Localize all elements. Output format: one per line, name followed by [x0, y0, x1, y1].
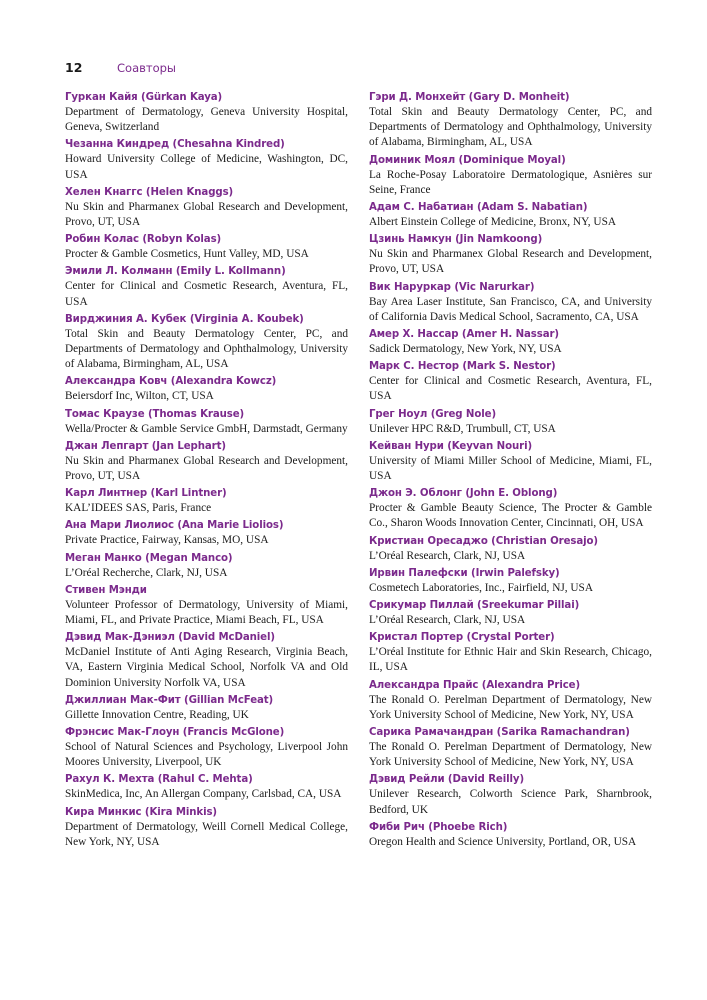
page-number: 12 [65, 60, 83, 75]
contributor-name: Вик Наруркар (Vic Narurkar) [369, 281, 535, 293]
contributor-affiliation: McDaniel Institute of Anti Aging Research, Virginia Beach, VA, Eastern Virginia Medical School, Norfolk VA and Old Dominion University Norfolk VA, USA [65, 646, 348, 689]
contributor-entry [65, 583, 348, 628]
contributor-affiliation: Albert Einstein College of Medicine, Bronx, NY, USA [369, 216, 617, 229]
contributor-affiliation: Oregon Health and Science University, Portland, OR, USA [369, 835, 637, 848]
contributor-name: Александра Прайс (Alexandra Price) [369, 679, 581, 691]
contributor-name: Стивен Мэнди [65, 584, 147, 596]
contributor-name: Гэри Д. Монхейт (Gary D. Monheit) [369, 92, 570, 103]
contributor-name: Александра Ковч (Alexandra Kowcz) [65, 376, 277, 388]
contributor-affiliation: Nu Skin and Pharmanex Global Research and Development, Provo, UT, USA [65, 200, 348, 229]
contributor-affiliation: Beiersdorf Inc, Wilton, CT, USA [65, 390, 214, 403]
contributor-entry [65, 486, 348, 516]
contributor-name: Кира Минкис (Kira Minkis) [65, 806, 217, 818]
contributor-entry [369, 90, 652, 151]
contributor-affiliation: Nu Skin and Pharmanex Global Research and Development, Provo, UT, USA [65, 454, 348, 483]
contributor-name: Джон Э. Облонг (John E. Oblong) [369, 488, 558, 500]
contributor-entry [369, 153, 652, 198]
contributor-name: Чезанна Киндред (Chesahna Kindred) [65, 139, 285, 151]
contributor-entry [369, 486, 652, 531]
contributor-entry [65, 407, 348, 437]
contributor-affiliation: L’Oréal Recherche, Clark, NJ, USA [65, 566, 228, 579]
contributor-name: Ирвин Палефски (Irwin Palefsky) [369, 567, 560, 579]
contributor-entry [65, 725, 348, 770]
contributor-affiliation: Unilever Research, Colworth Science Park, Sharnbrook, Bedford, UK [369, 788, 652, 816]
contributor-affiliation: Procter & Gamble Beauty Science, The Procter & Gamble Co., Sharon Woods Innovation Center, Cincinnati, OH, USA [369, 502, 652, 530]
contributor-entry [369, 534, 652, 564]
contributor-affiliation: Total Skin and Beauty Dermatology Center, PC, and Departments of Dermatology and Ophthalmology, University of Alabama, Birmingham, AL, USA [369, 106, 652, 149]
contributor-name: Адам С. Набатиан (Adam S. Nabatian) [369, 202, 588, 214]
contributor-name: Джиллиан Мак-Фит (Gillian McFeat) [65, 694, 274, 706]
contributor-entry [369, 820, 652, 850]
contributor-affiliation: University of Miami Miller School of Medicine, Miami, FL, USA [369, 454, 652, 483]
left-contributor-column [65, 90, 348, 852]
contributor-entry [369, 598, 652, 628]
contributor-affiliation: SkinMedica, Inc, An Allergan Company, Carlsbad, CA, USA [65, 788, 342, 801]
contributor-entry [369, 630, 652, 675]
contributor-affiliation: La Roche-Posay Laboratoire Dermatologique, Asnières sur Seine, France [369, 168, 652, 196]
contributor-entry [65, 232, 348, 262]
contributor-entry [65, 805, 348, 850]
contributor-entry [65, 374, 348, 404]
contributor-name: Кейван Нури (Keyvan Nouri) [369, 440, 533, 452]
contributor-affiliation: Wella/Procter & Gamble Service GmbH, Darmstadt, Germany [65, 422, 348, 435]
contributor-affiliation: L’Oréal Institute for Ethnic Hair and Skin Research, Chicago, IL, USA [369, 646, 652, 674]
contributor-entry [369, 566, 652, 596]
contributor-entry [369, 439, 652, 484]
contributor-affiliation: The Ronald O. Perelman Department of Dermatology, New York University School of Medicine, New York, NY, USA [369, 693, 652, 721]
contributor-entry [65, 630, 348, 691]
contributor-name: Амер Х. Нассар (Amer H. Nassar) [369, 329, 559, 341]
contributor-name: Эмили Л. Колманн (Emily L. Kollmann) [65, 266, 286, 278]
contributor-name: Меган Манко (Megan Manco) [65, 552, 233, 564]
contributor-name: Дэвид Рейли (David Reilly) [369, 774, 525, 786]
contributor-entry [65, 264, 348, 309]
contributor-affiliation: Cosmetech Laboratories, Inc., Fairfield, NJ, USA [369, 581, 594, 594]
contributor-name: Доминик Моял (Dominique Moyal) [369, 154, 566, 166]
contributor-name: Марк С. Нестор (Mark S. Nestor) [369, 361, 556, 373]
contributor-affiliation: The Ronald O. Perelman Department of Dermatology, New York University School of Medicine, New York, NY, USA [369, 741, 652, 769]
contributor-entry [369, 407, 652, 437]
contributor-name: Джан Лепгарт (Jan Lephart) [65, 440, 226, 452]
right-contributor-column [369, 90, 652, 852]
contributor-name: Дэвид Мак-Дэниэл (David McDaniel) [65, 632, 275, 644]
contributor-name: Хелен Кнаггс (Helen Knaggs) [65, 186, 234, 198]
contributor-entry [65, 772, 348, 802]
contributor-name: Рахул К. Мехта (Rahul C. Mehta) [65, 774, 253, 786]
contributor-entry [65, 137, 348, 182]
contributor-affiliation: Bay Area Laser Institute, San Francisco, CA, and University of California Davis Medical School, Sacramento, CA, USA [369, 295, 652, 323]
contributor-affiliation: KAL’IDEES SAS, Paris, France [65, 502, 212, 515]
contributor-name: Сарика Рамачандран (Sarika Ramachandran) [369, 727, 630, 739]
contributor-affiliation: Center for Clinical and Cosmetic Research, Aventura, FL, USA [65, 280, 348, 308]
contributor-entry [369, 232, 652, 277]
contributor-name: Кристал Портер (Crystal Porter) [369, 632, 555, 644]
contributor-affiliation: Howard University College of Medicine, Washington, DC, USA [65, 153, 348, 181]
contributor-affiliation: Department of Dermatology, Geneva University Hospital, Geneva, Switzerland [65, 106, 348, 134]
contributor-affiliation: Private Practice, Fairway, Kansas, MO, USA [65, 534, 269, 547]
contributor-name: Срикумар Пиллай (Sreekumar Pillai) [369, 600, 580, 612]
contributor-name: Гуркан Кайя (Gürkan Kaya) [65, 92, 223, 103]
contributor-entry [369, 280, 652, 325]
contributor-name: Робин Колас (Robyn Kolas) [65, 234, 222, 246]
contributor-name: Вирджиния А. Кубек (Virginia A. Koubek) [65, 313, 304, 325]
contributor-affiliation: School of Natural Sciences and Psychology, Liverpool John Moores University, Liverpool, UK [65, 741, 348, 769]
contributor-affiliation: L’Oréal Research, Clark, NJ, USA [369, 614, 526, 627]
contributor-entry [65, 518, 348, 548]
contributor-entry [369, 200, 652, 230]
contributor-affiliation: Procter & Gamble Cosmetics, Hunt Valley, MD, USA [65, 248, 309, 261]
contributor-affiliation: Sadick Dermatology, New York, NY, USA [369, 343, 562, 356]
contributor-name: Грег Ноул (Greg Nole) [369, 408, 497, 420]
contributor-affiliation: Volunteer Professor of Dermatology, University of Miami, Miami, FL, and Private Practice, Miami Beach, FL, USA [65, 598, 348, 627]
contributor-name: Томас Краузе (Thomas Krause) [65, 408, 245, 420]
contributor-entry [65, 185, 348, 230]
contributor-affiliation: Department of Dermatology, Weill Cornell Medical College, New York, NY, USA [65, 820, 348, 848]
contributor-entry [65, 312, 348, 373]
contributor-affiliation: Nu Skin and Pharmanex Global Research and Development, Provo, UT, USA [369, 248, 652, 276]
contributor-entry [65, 551, 348, 581]
contributor-affiliation: L’Oréal Research, Clark, NJ, USA [369, 549, 526, 562]
contributor-affiliation: Gillette Innovation Centre, Reading, UK [65, 708, 249, 721]
contributor-entry [65, 693, 348, 723]
page-header [65, 60, 176, 78]
contributor-entry [369, 678, 652, 723]
contributor-entry [369, 772, 652, 817]
contributor-entry [65, 90, 348, 135]
contributor-affiliation: Unilever HPC R&D, Trumbull, CT, USA [369, 422, 556, 435]
contributor-entry [369, 327, 652, 357]
contributor-name: Фиби Рич (Phoebe Rich) [369, 821, 508, 833]
contributor-affiliation: Center for Clinical and Cosmetic Research, Aventura, FL, USA [369, 375, 652, 403]
contributor-name: Ана Мари Лиолиос (Ana Marie Liolios) [65, 520, 284, 532]
section-title: Соавторы [117, 61, 177, 75]
contributor-affiliation: Total Skin and Beauty Dermatology Center, PC, and Departments of Dermatology and Ophthalmology, University of Alabama, Birmingham, AL, USA [65, 327, 348, 371]
contributor-name: Фрэнсис Мак-Глоун (Francis McGlone) [65, 727, 285, 739]
contributor-name: Кристиан Оресаджо (Christian Oresajo) [369, 535, 598, 547]
contributor-name: Цзинь Намкун (Jin Namkoong) [369, 234, 543, 246]
contributor-name: Карл Линтнер (Karl Lintner) [65, 488, 227, 500]
contributor-entry [369, 725, 652, 770]
contributor-entry [65, 439, 348, 484]
contributor-entry [369, 359, 652, 404]
